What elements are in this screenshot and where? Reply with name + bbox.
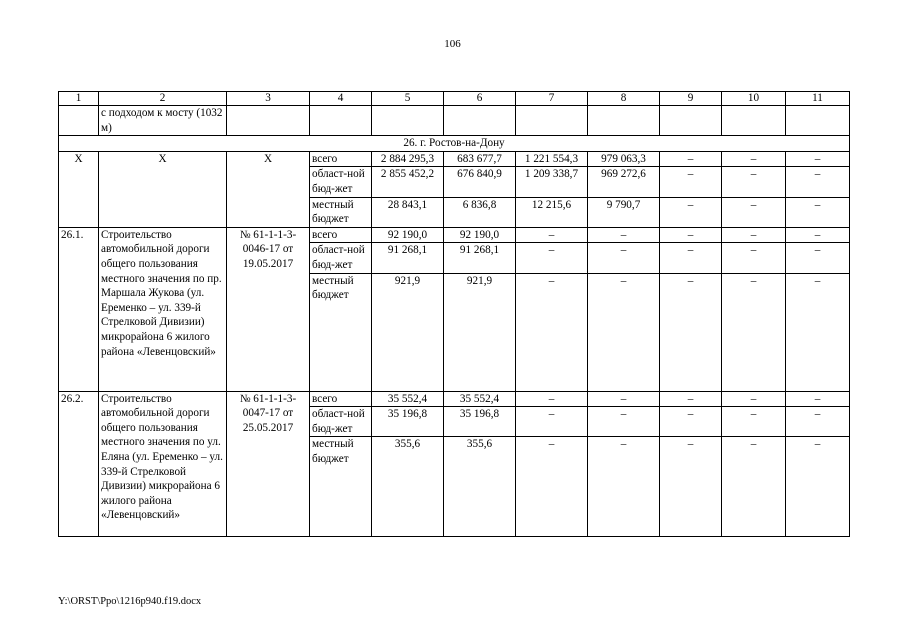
value-cell: 35 552,4 bbox=[444, 391, 516, 407]
empty-cell bbox=[372, 106, 444, 136]
value-cell: – bbox=[660, 151, 722, 167]
value-cell: 12 215,6 bbox=[516, 197, 588, 227]
value-cell: – bbox=[786, 151, 850, 167]
section-title: 26. г. Ростов-на-Дону bbox=[59, 136, 850, 152]
value-cell: – bbox=[660, 407, 722, 437]
row-label: област-ной бюд-жет bbox=[310, 407, 372, 437]
value-cell: – bbox=[660, 197, 722, 227]
empty-cell bbox=[59, 106, 99, 136]
value-cell: – bbox=[722, 391, 786, 407]
value-cell: – bbox=[722, 197, 786, 227]
header-cell: 7 bbox=[516, 92, 588, 106]
value-cell: – bbox=[516, 391, 588, 407]
value-cell: – bbox=[786, 391, 850, 407]
value-cell: 921,9 bbox=[372, 273, 444, 391]
total-col3: Х bbox=[227, 151, 310, 227]
value-cell: – bbox=[722, 273, 786, 391]
value-cell: 979 063,3 bbox=[588, 151, 660, 167]
empty-cell bbox=[310, 106, 372, 136]
continuation-row bbox=[59, 106, 850, 136]
value-cell: – bbox=[588, 273, 660, 391]
row-label: местный бюджет bbox=[310, 197, 372, 227]
row-label: местный бюджет bbox=[310, 437, 372, 537]
item-name: Строительство автомобильной дороги общего пользования местного значения по пр. Маршала Жукова (ул. Еременко – ул. 339-й Стрелковой Дивизии) микрорайона 6 жилого района «Левенцовский» bbox=[99, 227, 227, 391]
empty-cell bbox=[227, 106, 310, 136]
item-name: Строительство автомобильной дороги общего пользования местного значения по ул. Еляна (ул. Еременко – ул. 339-й Стрелковой Дивизии) микрорайона 6 жилого района «Левенцовский» bbox=[99, 391, 227, 537]
total-col2: Х bbox=[99, 151, 227, 227]
value-cell: – bbox=[588, 243, 660, 273]
row-label: всего bbox=[310, 227, 372, 243]
header-cell: 11 bbox=[786, 92, 850, 106]
value-cell: – bbox=[588, 391, 660, 407]
header-cell: 1 bbox=[59, 92, 99, 106]
value-cell: 9 790,7 bbox=[588, 197, 660, 227]
value-cell: 1 209 338,7 bbox=[516, 167, 588, 197]
value-cell: 92 190,0 bbox=[372, 227, 444, 243]
value-cell: 35 196,8 bbox=[372, 407, 444, 437]
value-cell: – bbox=[786, 243, 850, 273]
header-cell: 2 bbox=[99, 92, 227, 106]
value-cell: – bbox=[660, 391, 722, 407]
value-cell: – bbox=[516, 227, 588, 243]
value-cell: 355,6 bbox=[444, 437, 516, 537]
empty-cell bbox=[516, 106, 588, 136]
value-cell: – bbox=[516, 437, 588, 537]
value-cell: – bbox=[786, 273, 850, 391]
empty-cell bbox=[722, 106, 786, 136]
header-cell: 5 bbox=[372, 92, 444, 106]
table-row bbox=[59, 227, 850, 243]
value-cell: – bbox=[722, 437, 786, 537]
item-permit: № 61-1-1-3-0047-17 от 25.05.2017 bbox=[227, 391, 310, 537]
header-cell: 10 bbox=[722, 92, 786, 106]
empty-cell bbox=[444, 106, 516, 136]
value-cell: 2 855 452,2 bbox=[372, 167, 444, 197]
header-row bbox=[59, 92, 850, 106]
value-cell: 1 221 554,3 bbox=[516, 151, 588, 167]
footer-file-path: Y:\ORST\Ppo\1216p940.f19.docx bbox=[58, 596, 202, 607]
value-cell: – bbox=[588, 437, 660, 537]
value-cell: 28 843,1 bbox=[372, 197, 444, 227]
empty-cell bbox=[660, 106, 722, 136]
table-row bbox=[59, 151, 850, 167]
value-cell: – bbox=[786, 437, 850, 537]
item-number: 26.2. bbox=[59, 391, 99, 537]
value-cell: – bbox=[786, 197, 850, 227]
value-cell: 35 552,4 bbox=[372, 391, 444, 407]
total-col1: Х bbox=[59, 151, 99, 227]
budget-table bbox=[58, 91, 850, 537]
value-cell: – bbox=[786, 227, 850, 243]
value-cell: 921,9 bbox=[444, 273, 516, 391]
table-row bbox=[59, 391, 850, 407]
value-cell: – bbox=[660, 167, 722, 197]
header-cell: 8 bbox=[588, 92, 660, 106]
header-cell: 9 bbox=[660, 92, 722, 106]
value-cell: – bbox=[660, 437, 722, 537]
row-label: всего bbox=[310, 151, 372, 167]
section-row bbox=[59, 136, 850, 152]
value-cell: – bbox=[660, 243, 722, 273]
page-number: 106 bbox=[444, 38, 461, 50]
value-cell: – bbox=[722, 243, 786, 273]
value-cell: – bbox=[722, 167, 786, 197]
item-permit: № 61-1-1-3-0046-17 от 19.05.2017 bbox=[227, 227, 310, 391]
row-label: всего bbox=[310, 391, 372, 407]
header-cell: 3 bbox=[227, 92, 310, 106]
value-cell: 6 836,8 bbox=[444, 197, 516, 227]
value-cell: – bbox=[786, 167, 850, 197]
value-cell: – bbox=[516, 243, 588, 273]
empty-cell bbox=[786, 106, 850, 136]
value-cell: – bbox=[588, 227, 660, 243]
value-cell: 35 196,8 bbox=[444, 407, 516, 437]
empty-cell bbox=[588, 106, 660, 136]
value-cell: 91 268,1 bbox=[372, 243, 444, 273]
value-cell: – bbox=[722, 227, 786, 243]
header-cell: 6 bbox=[444, 92, 516, 106]
value-cell: – bbox=[722, 407, 786, 437]
row-label: област-ной бюд-жет bbox=[310, 243, 372, 273]
header-cell: 4 bbox=[310, 92, 372, 106]
value-cell: – bbox=[588, 407, 660, 437]
value-cell: 91 268,1 bbox=[444, 243, 516, 273]
value-cell: – bbox=[660, 227, 722, 243]
value-cell: 92 190,0 bbox=[444, 227, 516, 243]
value-cell: – bbox=[516, 273, 588, 391]
value-cell: – bbox=[660, 273, 722, 391]
value-cell: – bbox=[786, 407, 850, 437]
value-cell: 683 677,7 bbox=[444, 151, 516, 167]
value-cell: 355,6 bbox=[372, 437, 444, 537]
row-label: област-ной бюд-жет bbox=[310, 167, 372, 197]
value-cell: – bbox=[516, 407, 588, 437]
continuation-name: с подходом к мосту (1032 м) bbox=[99, 106, 227, 136]
item-number: 26.1. bbox=[59, 227, 99, 391]
row-label: местный бюджет bbox=[310, 273, 372, 391]
value-cell: 2 884 295,3 bbox=[372, 151, 444, 167]
value-cell: – bbox=[722, 151, 786, 167]
value-cell: 676 840,9 bbox=[444, 167, 516, 197]
value-cell: 969 272,6 bbox=[588, 167, 660, 197]
